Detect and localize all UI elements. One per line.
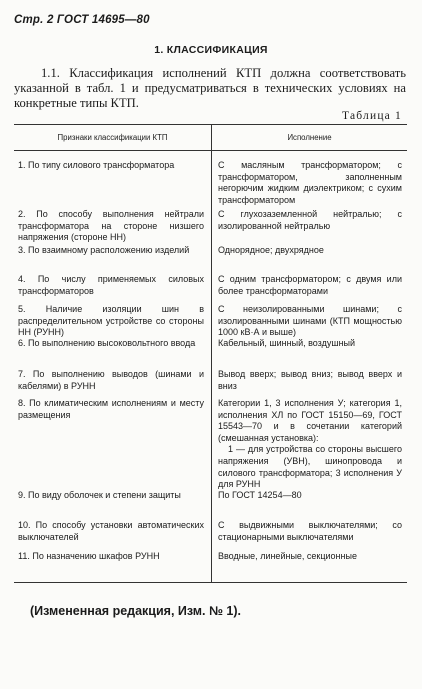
table-row-7-value: Вывод вверх; вывод вниз; вывод вверх и вниз [218,369,402,391]
table-row-11-feature: 11. По назначению шкафов РУНН [18,551,160,561]
table-row-9-value: По ГОСТ 14254—80 [218,490,302,500]
table-header-feature: Признаки классификации КТП [57,133,168,142]
table-row-8-feature: 8. По климатическим исполнениям и месту размещения [18,398,204,420]
table-row-3-value: Однорядное; двухрядное [218,245,324,255]
table-row-1-value: С масляным трансформатором; с трансформатором, заполненным негорючим жидким диэлектриком; с сухим трансформатором [218,160,402,205]
table-row-5-value: С неизолированными шинами; с изолированными шинами (КТП мощностью 1000 кВ·А и выше) [218,304,402,338]
table-row-9-feature: 9. По виду оболочек и степени защиты [18,490,181,500]
table-row-8-value-main: Категории 1, 3 исполнения У; категория 1, исполнения ХЛ по ГОСТ 15150—69, ГОСТ 15543—70 и в сочетании категорий (смешанная установка): [218,398,402,443]
table-row-6-value: Кабельный, шинный, воздушный [218,338,356,348]
table-row-7-feature: 7. По выполнению выводов (шинами и кабелями) в РУНН [18,369,204,391]
table-row-3-feature: 3. По взаимному расположению изделий [18,245,190,255]
table-row-2-feature: 2. По способу выполнения нейтрали трансформатора на стороне низшего напряжения (стороне НН) [18,209,204,243]
table-row-4-value: С одним трансформатором; с двумя или более трансформаторами [218,274,402,296]
table-row-5-feature: 5. Наличие изоляции шин в распределительном устройстве со стороны НН (РУНН) [18,304,204,338]
table-row-6-feature: 6. По выполнению высоковольтного ввода [18,338,196,348]
page-header: Стр. 2 ГОСТ 14695—80 [14,14,150,26]
table-bottom-rule [14,582,407,583]
table-row-10-value: С выдвижными выключателями; со стационарными выключателями [218,520,402,542]
table-title: Таблица 1 [342,110,402,122]
table-row-8-value [218,398,402,491]
amendment-note: (Измененная редакция, Изм. № 1). [30,604,241,618]
table-row-1-feature: 1. По типу силового трансформатора [18,160,175,170]
table-header-execution: Исполнение [287,133,332,142]
intro-paragraph: 1.1. Классификация исполнений КТП должна соответствовать указанной в табл. 1 и предусматриваться в технических условиях на конкретные типы КТП. [14,66,406,110]
table-row-2-value: С глухозаземленной нейтралью; с изолированной нейтралью [218,209,402,231]
table-column-divider [211,124,212,582]
table-row-11-value: Вводные, линейные, секционные [218,551,357,561]
table-row-4-feature: 4. По числу применяемых силовых трансформаторов [18,274,204,296]
table-row-10-feature: 10. По способу установки автоматических выключателей [18,520,204,542]
section-title: 1. КЛАССИФИКАЦИЯ [154,44,268,56]
table-row-8-value-extra: 1 — для устройства со стороны высшего напряжения (УВН), шинопровода и силового трансформатора; 3 исполнения У для РУНН [218,444,402,490]
